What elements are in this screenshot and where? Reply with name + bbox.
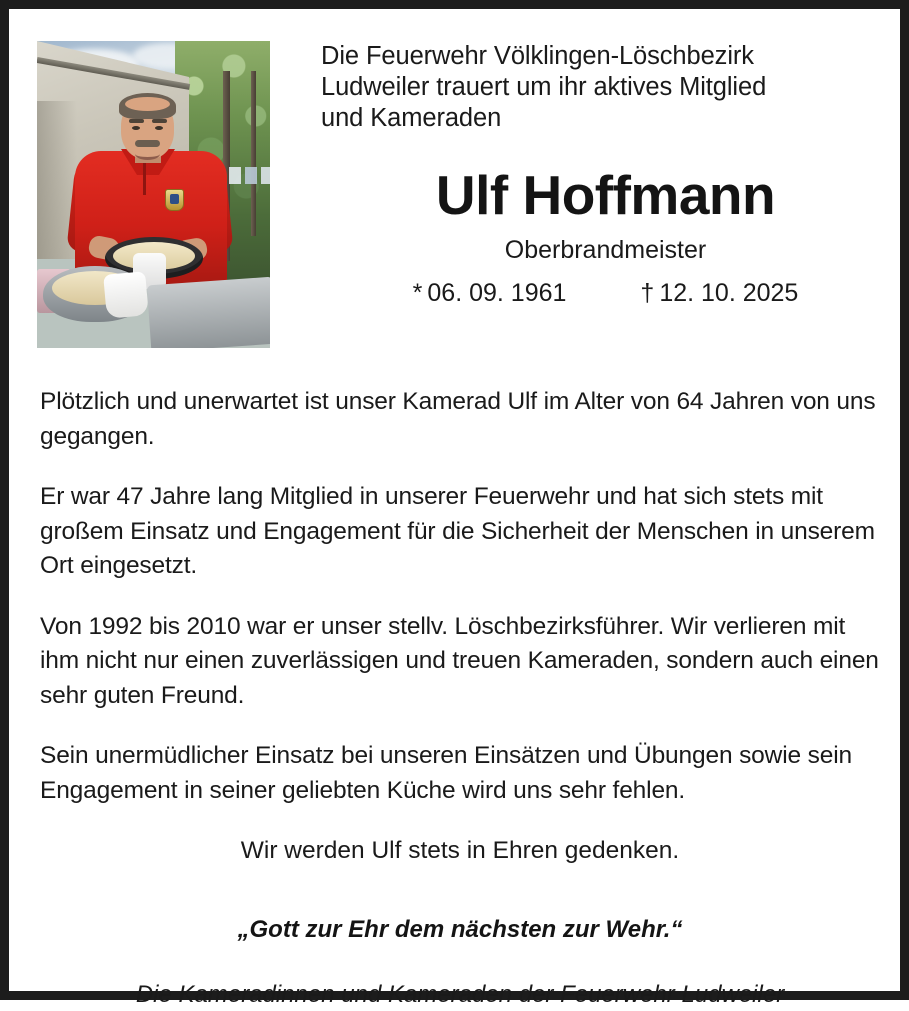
photo-shirt-placket (143, 161, 146, 195)
notice-header-section (37, 41, 890, 361)
death-date-group (640, 279, 798, 307)
photo-eye (132, 126, 140, 130)
paragraph: Er war 47 Jahre lang Mitglied in unserer Feuerwehr und hat sich stets mit großem Einsatz und Engagement für die Sicherheit der Menschen in unserem Ort eingesetzt. (40, 483, 875, 579)
deceased-rank: Oberbrandmeister (504, 236, 707, 264)
notice-inner (9, 9, 900, 1008)
birth-date-group (413, 279, 567, 307)
organization-line-2: Ludweiler trauert um ihr aktives Mitglied (321, 73, 767, 101)
photo-sausage-tray (147, 277, 270, 348)
motto: „Gott zur Ehr dem nächsten zur Wehr.“ (237, 915, 683, 943)
death-cross-icon: † (640, 279, 655, 307)
paragraph: Von 1992 bis 2010 war er unser stellv. Löschbezirksführer. Wir verlieren mit ihm nicht nur einen zuverlässigen und treuen Kameraden, sondern auch einen sehr guten Freund. (40, 612, 879, 709)
death-date: 12. 10. 2025 (659, 279, 799, 307)
closing-line: Wir werden Ulf stets in Ehren gedenken. (240, 837, 680, 864)
paragraph: Plötzlich und unerwartet ist unser Kamerad Ulf im Alter von 64 Jahren von uns gegangen. (40, 388, 876, 450)
photo-hair (119, 93, 176, 119)
photo-cloth (103, 271, 149, 318)
photo-eyebrow (152, 119, 167, 123)
birth-star-icon: * (412, 279, 423, 307)
organization-line-1: Die Feuerwehr Völklingen-Löschbezirk (321, 42, 754, 70)
deceased-name: Ulf Hoffmann (435, 164, 776, 226)
heading-column (321, 41, 890, 308)
organization-line-3: und Kameraden (321, 104, 502, 132)
obituary-body (40, 385, 880, 1011)
photo-tree-trunk (251, 71, 256, 236)
birth-date: 06. 09. 1961 (427, 279, 567, 307)
photo-smile (135, 148, 160, 160)
paragraph: Sein unermüdlicher Einsatz bei unseren Einsätzen und Übungen sowie sein Engagement in seiner geliebten Küche wird uns sehr fehlen. (40, 742, 852, 804)
signature: Die Kameradinnen und Kameraden der Feuerwehr Ludweiler (135, 980, 785, 1008)
fire-brigade-emblem-icon (165, 189, 184, 211)
photo-moustache (135, 140, 160, 147)
life-dates (321, 278, 890, 308)
portrait-photo (37, 41, 270, 348)
photo-eyebrow (129, 119, 144, 123)
photo-eye (155, 126, 163, 130)
